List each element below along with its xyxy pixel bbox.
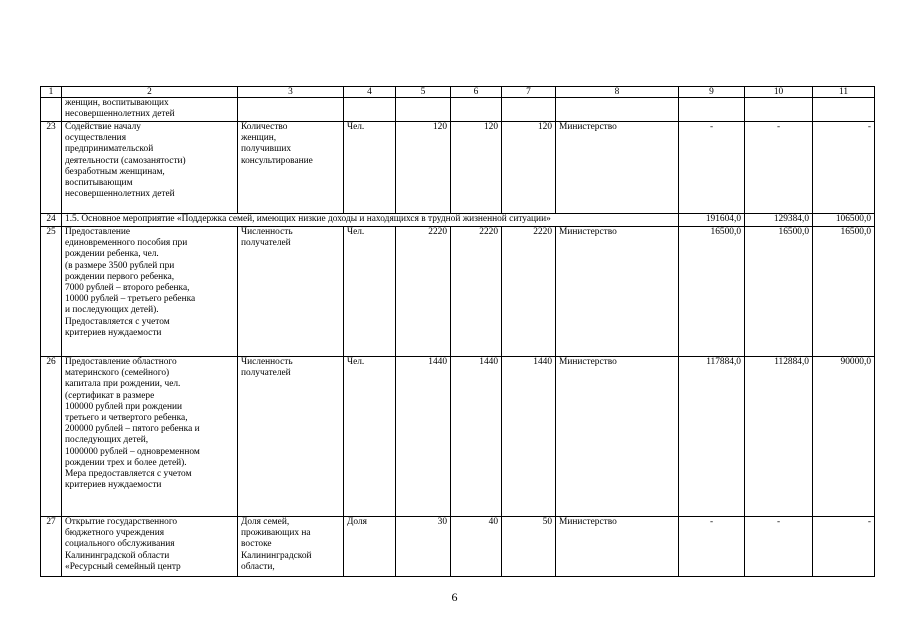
funding-cell: 16500,0 [679,227,745,357]
value-cell: 120 [502,122,556,214]
value-cell: 1440 [396,357,451,517]
measure-name-cell: Открытие государственного бюджетного учреждения социального обслуживания Калининградской области «Ресурсный семейный центр [62,517,238,577]
value-cell: 120 [396,122,451,214]
column-number: 6 [451,87,502,98]
funding-cell: 112884,0 [745,357,813,517]
column-number: 11 [813,87,875,98]
value-cell: 2220 [502,227,556,357]
value-cell: 30 [396,517,451,577]
funding-cell: - [813,517,875,577]
page-number: 6 [451,590,458,604]
funding-cell: 16500,0 [813,227,875,357]
funding-cell: 106500,0 [813,214,875,227]
section-row [41,214,875,227]
value-cell [502,98,556,122]
table-row [41,122,875,214]
row-number-cell: 25 [41,227,62,357]
measure-name-cell: Предоставление единовременного пособия при рождении ребенка, чел. (в размере 3500 рублей при рождении первого ребенка, 7000 рублей – второго ребенка, 10000 рублей – третьего ребенка и последующих детей). Предоставляется с учетом критериев нуждаемости [62,227,238,357]
value-cell: 2220 [451,227,502,357]
unit-cell: Чел. [344,122,396,214]
value-cell: 120 [451,122,502,214]
unit-cell [344,98,396,122]
column-number: 8 [556,87,679,98]
table-row [41,517,875,577]
column-number: 2 [62,87,238,98]
value-cell: 1440 [451,357,502,517]
row-number-cell: 24 [41,214,62,227]
funding-cell: 16500,0 [745,227,813,357]
organization-cell: Министерство [556,227,679,357]
row-number-cell [41,98,62,122]
unit-cell: Доля [344,517,396,577]
value-cell [396,98,451,122]
table-row [41,357,875,517]
funding-cell: - [679,122,745,214]
indicator-cell: Доля семей, проживающих на востоке Калининградской области, [238,517,344,577]
funding-cell [745,98,813,122]
column-number: 4 [344,87,396,98]
funding-cell: - [679,517,745,577]
indicator-cell: Количество женщин, получивших консультирование [238,122,344,214]
column-number: 9 [679,87,745,98]
indicator-cell [238,98,344,122]
organization-cell: Министерство [556,357,679,517]
organization-cell: Министерство [556,122,679,214]
row-number-cell: 23 [41,122,62,214]
program-table [40,86,875,577]
value-cell: 2220 [396,227,451,357]
funding-cell: - [813,122,875,214]
row-number-cell: 27 [41,517,62,577]
funding-cell: 191604,0 [679,214,745,227]
funding-cell: - [745,122,813,214]
section-title-cell: 1.5. Основное мероприятие «Поддержка семей, имеющих низкие доходы и находящихся в трудной жизненной ситуации» [62,214,679,227]
unit-cell: Чел. [344,227,396,357]
column-number-row [41,87,875,98]
column-number: 5 [396,87,451,98]
measure-name-cell: Содействие началу осуществления предпринимательской деятельности (самозанятости) безработным женщинам, воспитывающим несовершеннолетних детей [62,122,238,214]
organization-cell [556,98,679,122]
unit-cell: Чел. [344,357,396,517]
funding-cell: 117884,0 [679,357,745,517]
table-row-continuation [41,98,875,122]
column-number: 7 [502,87,556,98]
column-number: 1 [41,87,62,98]
funding-cell: - [745,517,813,577]
funding-cell: 129384,0 [745,214,813,227]
column-number: 10 [745,87,813,98]
table-row [41,227,875,357]
column-number: 3 [238,87,344,98]
measure-name-cell: Предоставление областного материнского (семейного) капитала при рождении, чел. (сертификат в размере 100000 рублей при рождении третьего и четвертого ребенка, 200000 рублей – пятого ребенка и последующих детей, 1000000 рублей – одновременном рождении трех и более детей). Мера предоставляется с учетом критериев нуждаемости [62,357,238,517]
funding-cell: 90000,0 [813,357,875,517]
funding-cell [679,98,745,122]
organization-cell: Министерство [556,517,679,577]
funding-cell [813,98,875,122]
row-number-cell: 26 [41,357,62,517]
value-cell: 1440 [502,357,556,517]
indicator-cell: Численность получателей [238,357,344,517]
value-cell: 40 [451,517,502,577]
indicator-cell: Численность получателей [238,227,344,357]
value-cell: 50 [502,517,556,577]
value-cell [451,98,502,122]
measure-name-cell: женщин, воспитывающих несовершеннолетних детей [62,98,238,122]
